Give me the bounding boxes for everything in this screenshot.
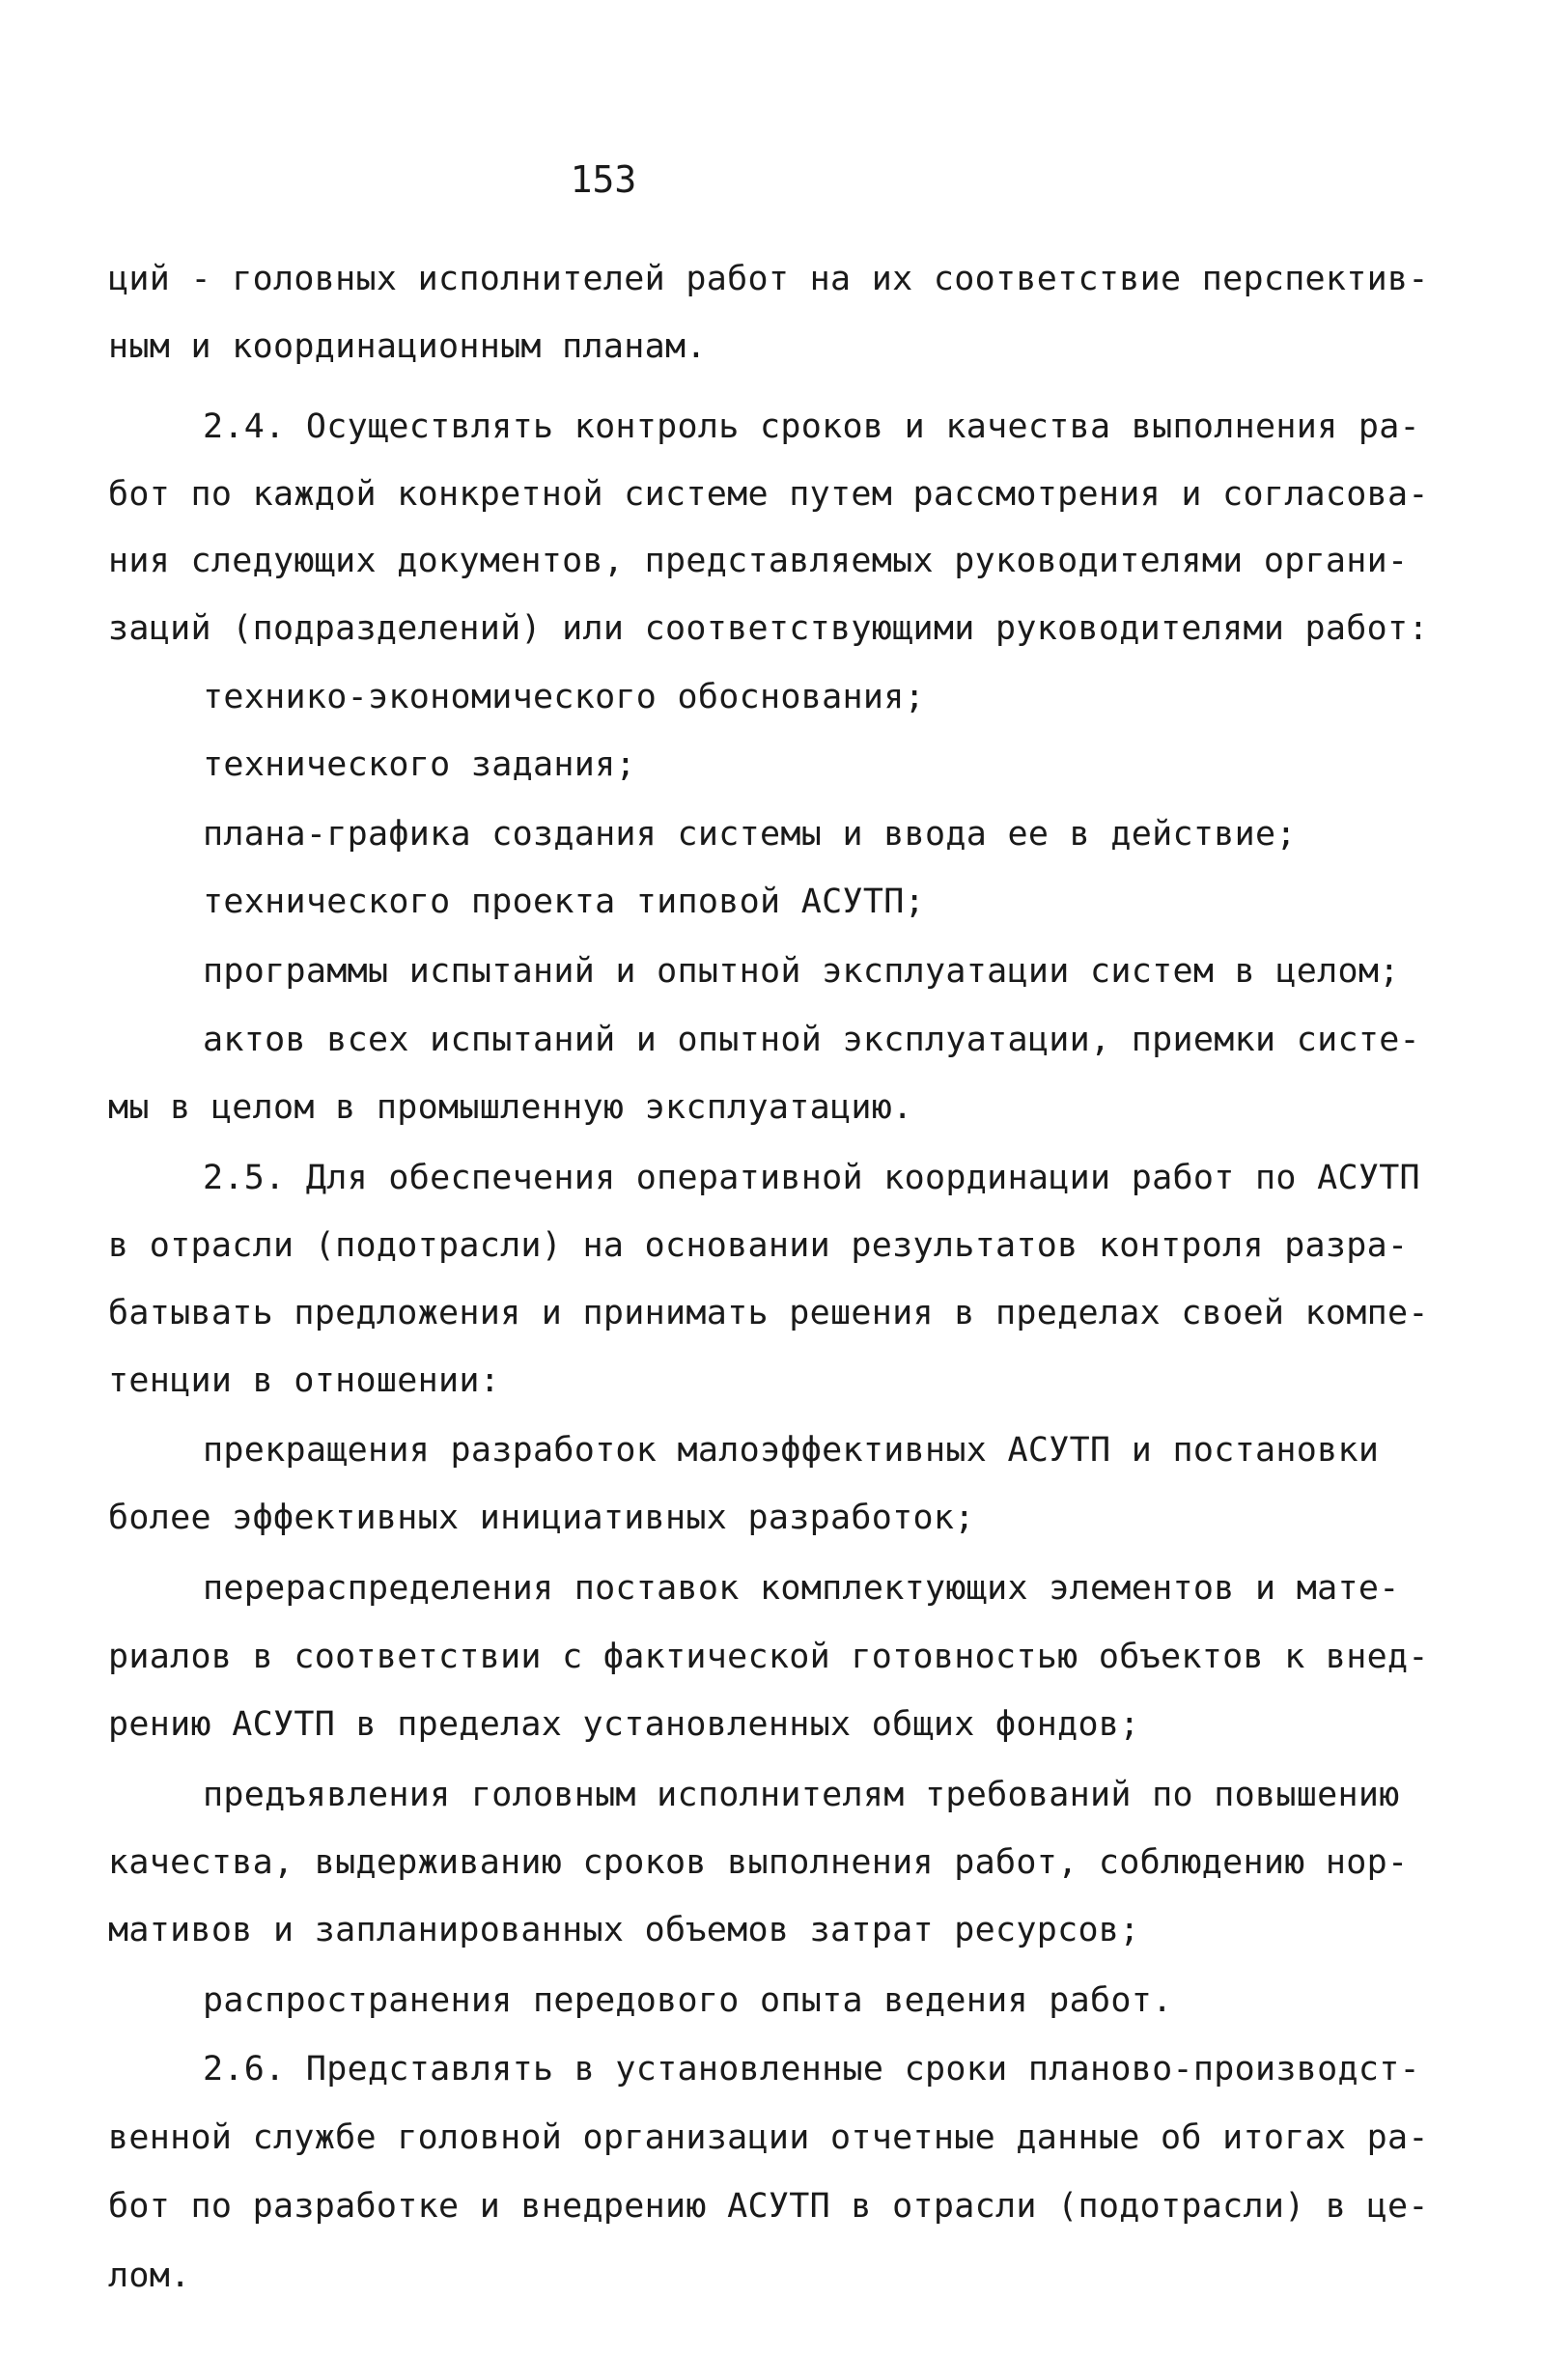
text-line: батывать предложения и принимать решения в пределах своей компе- [108, 1294, 1429, 1332]
text-line: 2.6. Представлять в установленные сроки планово-производст- [203, 2050, 1420, 2089]
text-line: бот по каждой конкретной системе путем рассмотрения и согласова- [108, 475, 1429, 514]
text-line: мы в целом в промышленную эксплуатацию. [108, 1088, 913, 1127]
text-line: бот по разработке и внедрению АСУТП в отрасли (подотрасли) в це- [108, 2187, 1429, 2226]
text-line: ным и координационным планам. [108, 327, 707, 366]
text-line: распространения передового опыта ведения работ. [203, 1981, 1173, 2020]
page-number: 153 [570, 158, 637, 201]
text-line: предъявления головным исполнителям требований по повышению [203, 1776, 1400, 1814]
text-line: перераспределения поставок комплектующих элементов и мате- [203, 1569, 1400, 1608]
text-line: венной службе головной организации отчетные данные об итогах ра- [108, 2118, 1429, 2157]
text-line: 2.5. Для обеспечения оперативной координации работ по АСУТП [203, 1159, 1420, 1197]
text-line: 2.4. Осуществлять контроль сроков и качества выполнения ра- [203, 407, 1420, 446]
text-line: заций (подразделений) или соответствующими руководителями работ: [108, 609, 1429, 648]
text-line: технического задания; [203, 745, 636, 784]
text-line: мативов и запланированных объемов затрат ресурсов; [108, 1911, 1140, 1949]
text-line: лом. [108, 2257, 191, 2295]
text-line: технико-экономического обоснования; [203, 678, 926, 716]
text-line: ций - головных исполнителей работ на их соответствие перспектив- [108, 260, 1429, 298]
text-line: в отрасли (подотрасли) на основании результатов контроля разра- [108, 1226, 1409, 1265]
text-line: плана-графика создания системы и ввода ее в действие; [203, 815, 1297, 854]
text-line: технического проекта типовой АСУТП; [203, 883, 926, 921]
text-line: рению АСУТП в пределах установленных общих фондов; [108, 1705, 1140, 1744]
text-line: качества, выдерживанию сроков выполнения работ, соблюдению нор- [108, 1843, 1409, 1882]
text-line: более эффективных инициативных разработок; [108, 1499, 975, 1537]
text-line: ния следующих документов, представляемых руководителями органи- [108, 542, 1409, 580]
text-line: прекращения разработок малоэффективных АСУТП и постановки [203, 1431, 1380, 1470]
text-line: актов всех испытаний и опытной эксплуатации, приемки систе- [203, 1021, 1420, 1059]
text-line: риалов в соответствии с фактической готовностью объектов к внед- [108, 1638, 1429, 1676]
text-line: тенции в отношении: [108, 1361, 501, 1400]
text-line: программы испытаний и опытной эксплуатации систем в целом; [203, 952, 1400, 991]
